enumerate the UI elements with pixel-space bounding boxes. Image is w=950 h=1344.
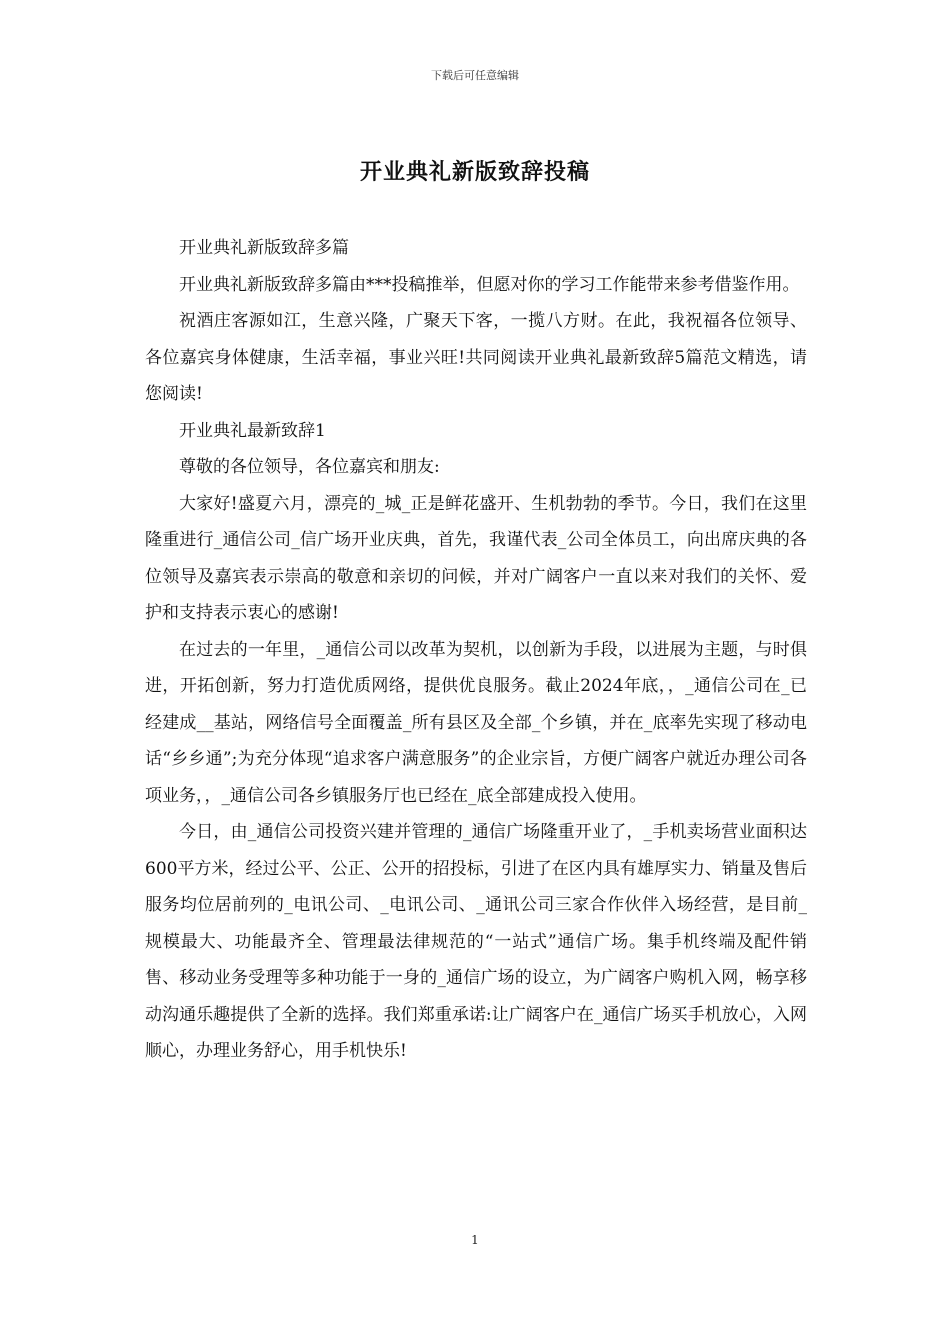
paragraph: 祝酒庄客源如江，生意兴隆，广聚天下客，一揽八方财。在此，我祝福各位领导、各位嘉宾身体健康，生活幸福，事业兴旺!共同阅读开业典礼最新致辞5篇范文精选，请您阅读! bbox=[145, 311, 807, 404]
section-heading: 开业典礼最新致辞1 bbox=[179, 420, 326, 441]
document-body bbox=[145, 230, 807, 1070]
paragraph: 开业典礼新版致辞多篇 bbox=[179, 238, 349, 258]
header-note: 下载后可任意编辑 bbox=[431, 69, 519, 82]
document-title: 开业典礼新版致辞投稿 bbox=[359, 159, 590, 185]
paragraph: 在过去的一年里，_通信公司以改革为契机，以创新为手段，以进展为主题，与时俱进，开拓创新，努力打造优质网络，提供优良服务。截止2024年底，，_通信公司在_已经建成__基站，网络信号全面覆盖_所有县区及全部_个乡镇，并在_底率先实现了移动电话“乡乡通”;为充分体现“追求客户满意服务”的企业宗旨，方便广阔客户就近办理公司各项业务，，_通信公司各乡镇服务厅也已经在_底全部建成投入使用。 bbox=[145, 639, 807, 806]
page-number: 1 bbox=[471, 1233, 479, 1247]
paragraph: 大家好!盛夏六月，漂亮的_城_正是鲜花盛开、生机勃勃的季节。今日，我们在这里隆重进行_通信公司_信广场开业庆典，首先，我谨代表_公司全体员工，向出席庆典的各位领导及嘉宾表示崇高的敬意和亲切的问候，并对广阔客户一直以来对我们的关怀、爱护和支持表示衷心的感谢! bbox=[145, 493, 807, 623]
salutation: 尊敬的各位领导，各位嘉宾和朋友: bbox=[179, 457, 440, 477]
paragraph: 今日，由_通信公司投资兴建并管理的_通信广场隆重开业了，_手机卖场营业面积达600平方米，经过公平、公正、公开的招投标，引进了在区内具有雄厚实力、销量及售后服务均位居前列的_电讯公司、_电讯公司、_通讯公司三家合作伙伴入场经营，是目前_规模最大、功能最齐全、管理最法律规范的“一站式”通信广场。集手机终端及配件销售、移动业务受理等多种功能于一身的_通信广场的设立，为广阔客户购机入网，畅享移动沟通乐趣提供了全新的选择。我们郑重承诺:让广阔客户在_通信广场买手机放心，入网顺心，办理业务舒心，用手机快乐! bbox=[145, 822, 807, 1061]
paragraph: 开业典礼新版致辞多篇由***投稿推举，但愿对你的学习工作能带来参考借鉴作用。 bbox=[179, 274, 800, 295]
